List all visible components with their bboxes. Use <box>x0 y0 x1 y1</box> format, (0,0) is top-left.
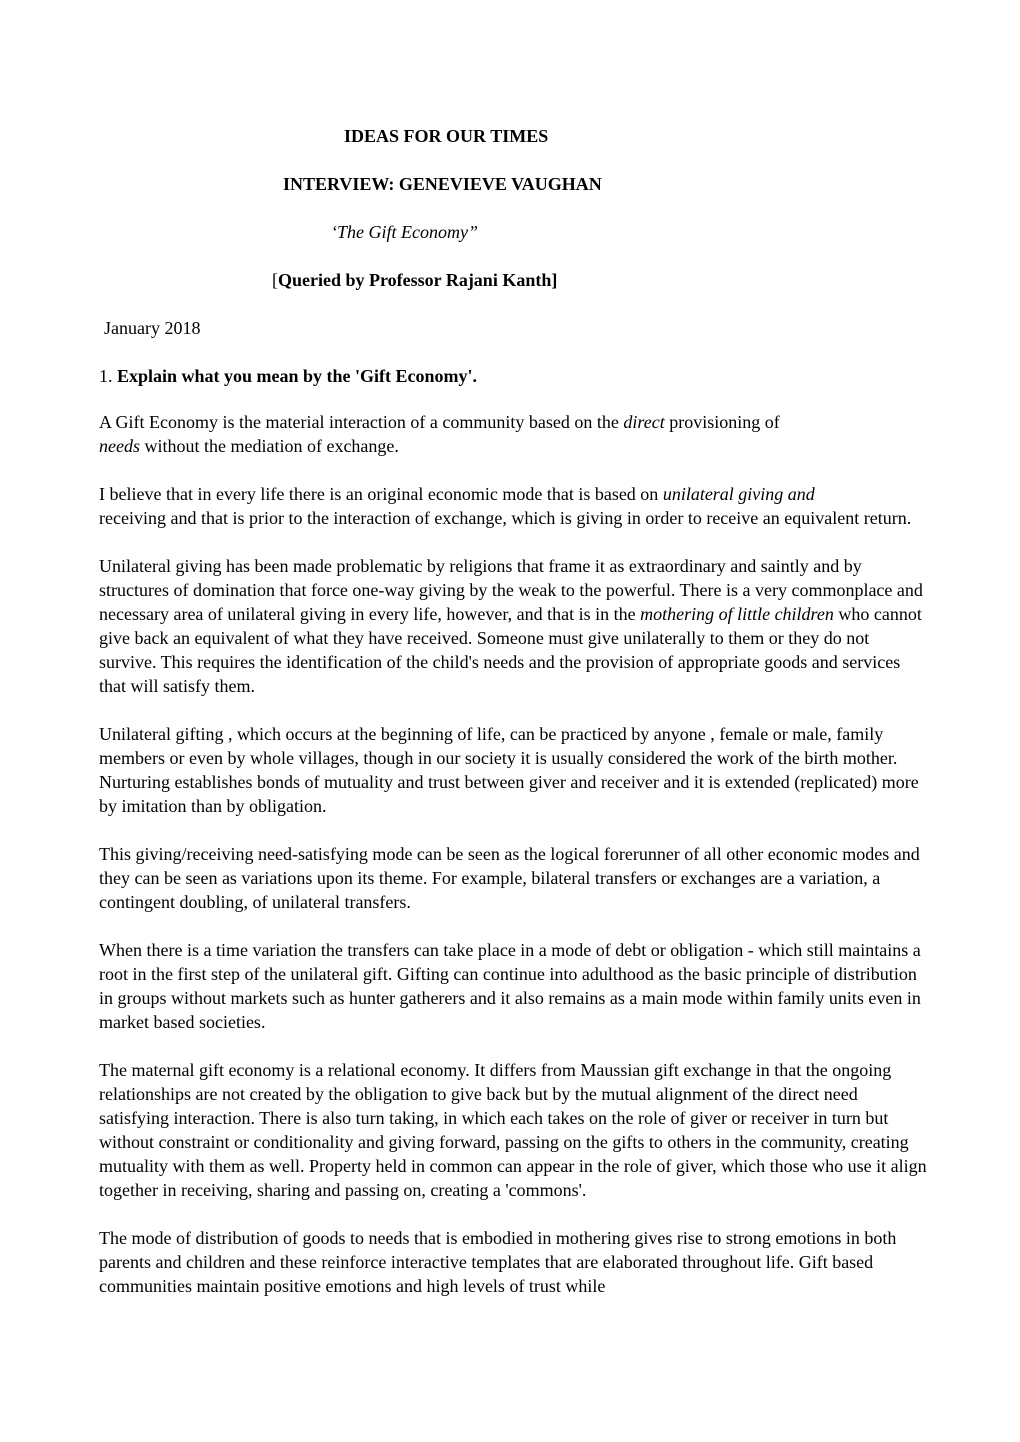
interview-heading: INTERVIEW: GENEVIEVE VAUGHAN <box>283 174 602 194</box>
paragraph-1-text-a: A Gift Economy is the material interaction of a community based on the <box>99 412 624 432</box>
paragraph-2-emphasis: unilateral giving and <box>662 484 815 504</box>
paragraph-5: This giving/receiving need-satisfying mode can be seen as the logical forerunner of all other economic modes and they can be seen as variations upon its theme. For example, bilateral transfers or exchanges are a variation, a contingent doubling, of unilateral transfers. <box>99 844 920 912</box>
queried-by-text: Queried by Professor Rajani Kanth] <box>278 270 558 290</box>
paragraph-1-text-e: without the mediation of exchange. <box>139 436 399 456</box>
paragraph-2-text-c: receiving and that is prior to the interaction of exchange, which is giving in order to receive an equivalent return. <box>99 508 912 528</box>
document-title: IDEAS FOR OUR TIMES <box>344 126 549 146</box>
paragraph-4: Unilateral gifting , which occurs at the beginning of life, can be practiced by anyone , female or male, family members or even by whole villages, though in our society it is usually considered the work of the birth mother. Nurturing establishes bonds of mutuality and trust between giver and receiver and it is extended (replicated) more by imitation than by obligation. <box>99 724 919 816</box>
question-text: Explain what you mean by the 'Gift Economy'. <box>117 366 478 386</box>
paragraph-1 <box>99 410 929 458</box>
paragraph-3-emphasis: mothering of little children <box>640 604 834 624</box>
question-number: 1. <box>99 366 117 386</box>
answer-body <box>99 410 929 1322</box>
paragraph-8: The mode of distribution of goods to needs that is embodied in mothering gives rise to strong emotions in both parents and children and these reinforce interactive templates that are elaborated throughout life. Gift based communities maintain positive emotions and high levels of trust while <box>99 1228 897 1296</box>
queried-bracket: [ <box>272 270 278 290</box>
paragraph-7: The maternal gift economy is a relational economy. It differs from Maussian gift exchange in that the ongoing relationships are not created by the obligation to give back but by the mutual alignment of the direct need satisfying interaction. There is also turn taking, in which each takes on the role of giver or receiver in turn but without constraint or conditionality and giving forward, passing on the gifts to others in the community, creating mutuality with them as well. Property held in common can appear in the role of giver, which those who use it align together in receiving, sharing and passing on, creating a 'commons'. <box>99 1060 927 1200</box>
paragraph-3-text-c: who cannot give back an equivalent of what they have received. Someone must give unilaterally to them or they do not survive. This requires the identification of the child's needs and the provision of appropriate goods and services that will satisfy them. <box>99 604 922 696</box>
paragraph-6: When there is a time variation the transfers can take place in a mode of debt or obligation - which still maintains a root in the first step of the unilateral gift. Gifting can continue into adulthood as the basic principle of distribution in groups without markets such as hunter gatherers and it also remains as a main mode within family units even in market based societies. <box>99 940 921 1032</box>
queried-by-line <box>272 268 557 292</box>
paragraph-3 <box>99 554 929 698</box>
paragraph-1-emphasis-direct: direct <box>623 412 665 432</box>
paragraph-2 <box>99 482 929 530</box>
interview-date: January 2018 <box>104 318 201 338</box>
paragraph-3-text-a: Unilateral giving has been made problematic by religions that frame it as extraordinary and saintly and by structures of domination that force one-way giving by the weak to the powerful. There is a very commonplace and necessary area of unilateral giving in every life, however, and that is in the <box>99 556 923 624</box>
interview-subtitle: ‘The Gift Economy” <box>331 222 478 242</box>
paragraph-1-emphasis-needs: needs <box>99 436 140 456</box>
paragraph-1-text-c: provisioning of <box>664 412 780 432</box>
question-1 <box>99 364 477 388</box>
paragraph-2-text-a: I believe that in every life there is an original economic mode that is based on <box>99 484 663 504</box>
